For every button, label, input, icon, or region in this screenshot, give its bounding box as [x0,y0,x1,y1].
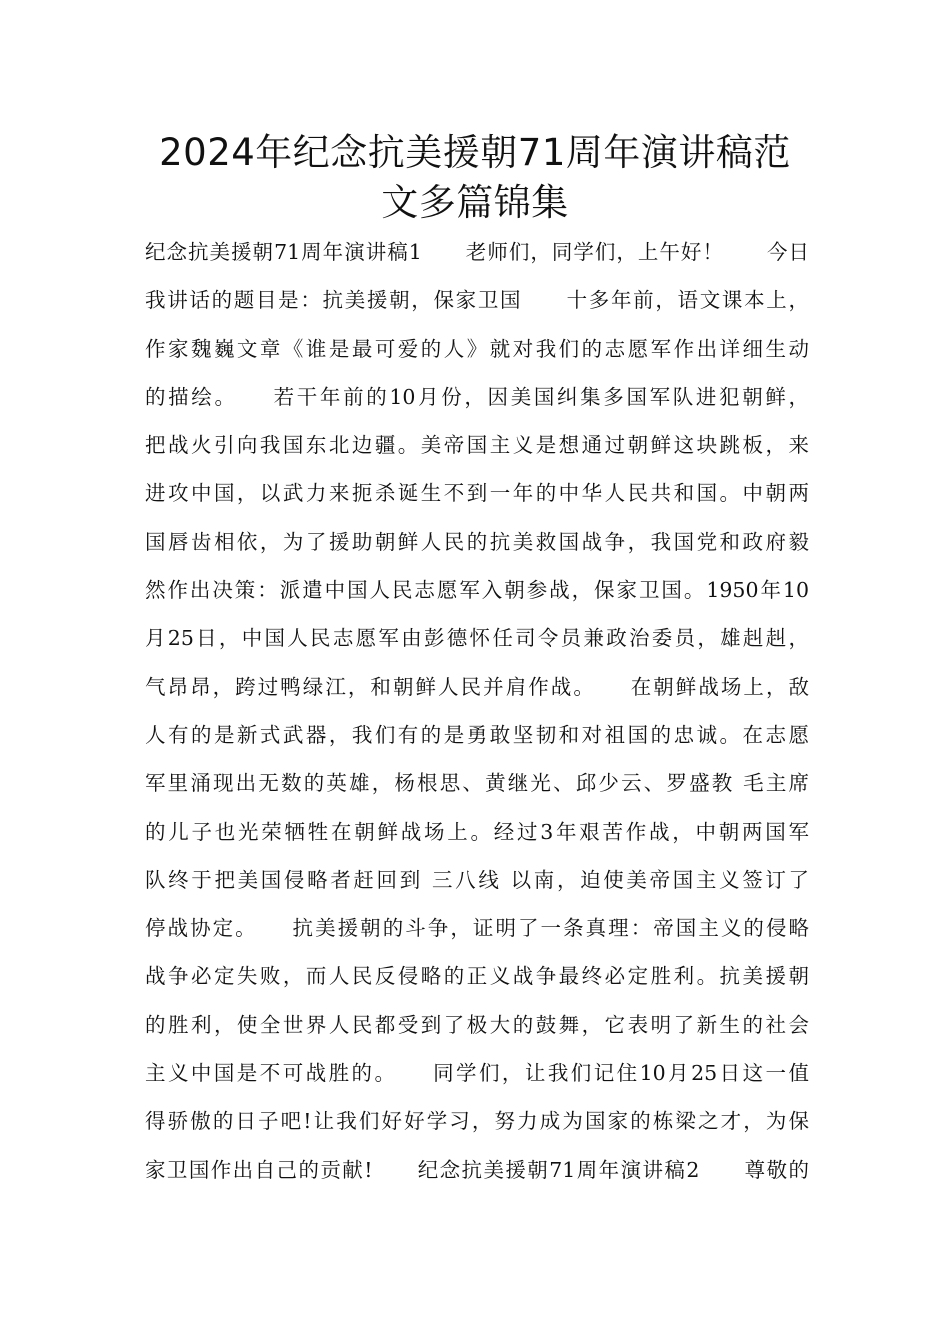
body-line: 作家魏巍文章《谁是最可爱的人》就对我们的志愿军作出详细生动 [145,336,809,361]
body-line: 得骄傲的日子吧!让我们好好学习，努力成为国家的栋梁之才，为保 [145,1109,809,1134]
body-line: 队终于把美国侵略者赶回到 三八线 以南，迫使美帝国主义签订了 [145,867,809,892]
body-line: 军里涌现出无数的英雄，杨根思、黄继光、邱少云、罗盛教 毛主席 [145,771,809,796]
body-line: 的胜利，使全世界人民都受到了极大的鼓舞，它表明了新生的社会 [145,1012,809,1037]
body-line: 战争必定失败，而人民反侵略的正义战争最终必定胜利。抗美援朝 [145,964,809,989]
document-title [100,128,850,228]
body-line: 纪念抗美援朝71周年演讲稿1 老师们，同学们，上午好！ 今日 [145,240,809,264]
body-line: 我讲话的题目是：抗美援朝，保家卫国 十多年前，语文课本上， [145,288,809,313]
body-line: 停战协定。 抗美援朝的斗争，证明了一条真理：帝国主义的侵略 [145,916,809,941]
body-line: 月25日，中国人民志愿军由彭德怀任司令员兼政治委员，雄赳赳， [145,626,809,651]
body-line: 的儿子也光荣牺牲在朝鲜战场上。经过3年艰苦作战，中朝两国军 [145,819,809,844]
body-line: 家卫国作出自己的贡献! 纪念抗美援朝71周年演讲稿2 尊敬的 [145,1157,809,1182]
body-line: 人有的是新式武器，我们有的是勇敢坚韧和对祖国的忠诚。在志愿 [145,722,809,747]
title-line: 2024年纪念抗美援朝71周年演讲稿范 [159,131,791,174]
document-body [145,228,809,1194]
body-line: 然作出决策：派遣中国人民志愿军入朝参战，保家卫国。1950年10 [145,578,809,603]
body-line: 气昂昂，跨过鸭绿江，和朝鲜人民并肩作战。 在朝鲜战场上，敌 [145,674,809,699]
title-line: 文多篇锦集 [381,181,569,224]
body-line: 进攻中国，以武力来扼杀诞生不到一年的中华人民共和国。中朝两 [145,481,809,506]
body-line: 主义中国是不可战胜的。 同学们，让我们记住10月25日这一值 [145,1061,809,1086]
body-line: 的描绘。 若干年前的10月份，因美国纠集多国军队进犯朝鲜， [145,384,809,409]
body-line: 把战火引向我国东北边疆。美帝国主义是想通过朝鲜这块跳板，来 [145,433,809,458]
body-line: 国唇齿相依，为了援助朝鲜人民的抗美救国战争，我国党和政府毅 [145,529,809,554]
